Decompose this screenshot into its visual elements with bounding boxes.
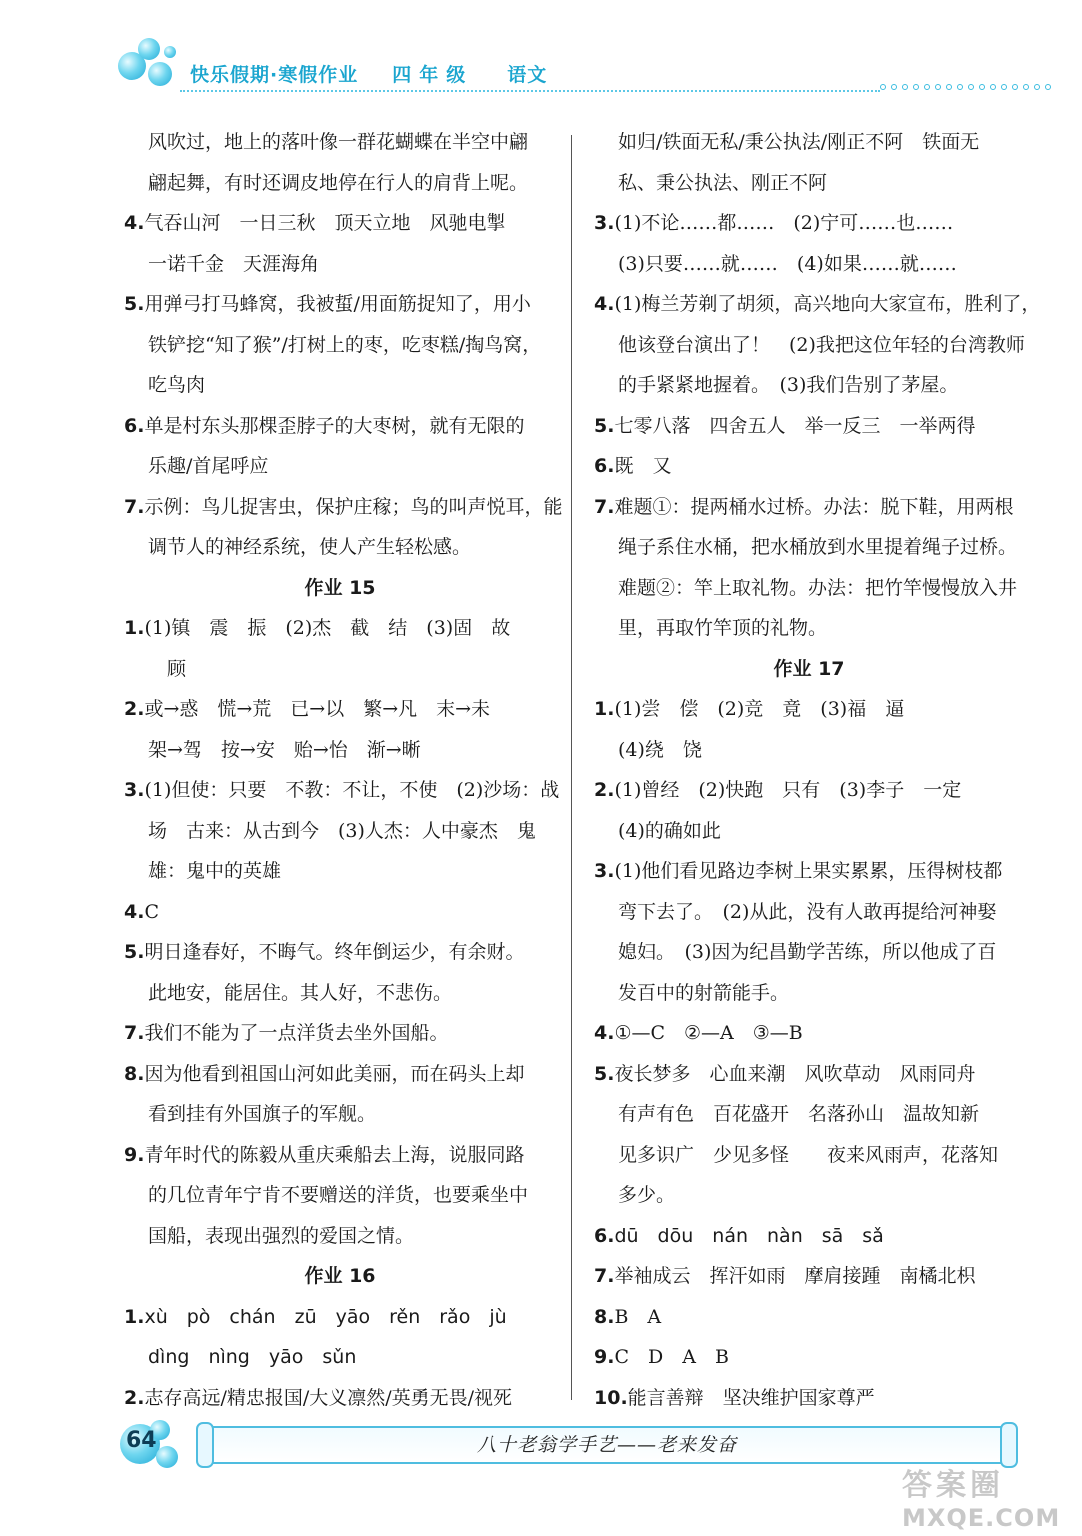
answer-text: 雄：鬼中的英雄 — [148, 860, 282, 882]
answer-text: 用弹弓打马蜂窝，我被蜇/用面筋捉知了，用小 — [144, 293, 531, 315]
answer-text: 多少。 — [618, 1184, 676, 1206]
answer-text: 或→惑 慌→荒 已→以 繁→凡 末→未 — [144, 698, 491, 720]
answer-text: 举袖成云 挥汗如雨 摩肩接踵 南橘北枳 — [614, 1265, 976, 1287]
answer-text: 国船，表现出强烈的爱国之情。 — [148, 1224, 415, 1247]
answer-text: (4)的确如此 — [618, 819, 721, 842]
answer-text: 里，再取竹竿顶的礼物。 — [618, 617, 828, 639]
footer-scroll-banner — [196, 1422, 1018, 1466]
answer-continuation — [124, 973, 556, 1014]
answer-text: 调节人的神经系统，使人产生轻松感。 — [148, 536, 472, 558]
item-number: 3. — [594, 860, 615, 882]
answer-text: 此地安，能居住。其人好，不悲伤。 — [148, 981, 453, 1004]
answer-text: ①—C ②—A ③—B — [614, 1022, 803, 1044]
item-number: 4. — [124, 212, 145, 234]
answer-text: 夜长梦多 心血来潮 风吹草动 风雨同舟 — [614, 1062, 976, 1085]
item-number: 5. — [124, 293, 145, 315]
watermark-site: MXQE.COM — [902, 1504, 1061, 1532]
answer-text: (1)梅兰芳剃了胡须，高兴地向大家宣布，胜利了， — [614, 293, 1041, 315]
answer-continuation — [124, 244, 556, 285]
answer-continuation — [124, 1175, 556, 1216]
answer-item — [124, 932, 556, 973]
answer-continuation — [124, 163, 556, 204]
item-number: 5. — [594, 1062, 615, 1085]
answer-continuation — [594, 568, 1024, 609]
header-dots — [880, 84, 1051, 90]
item-number: 9. — [124, 1143, 145, 1166]
answer-item — [594, 1297, 1024, 1338]
answer-item — [594, 1378, 1024, 1419]
header-grade: 四年级 — [392, 63, 474, 86]
answer-text: 翩起舞，有时还调皮地停在行人的肩背上呢。 — [148, 171, 529, 194]
answer-text: (1)但使：只要 不教：不让，不使 (2)沙场：战 — [144, 779, 560, 801]
answer-item — [594, 284, 1041, 325]
answer-text: 发百中的射箭能手。 — [618, 981, 790, 1004]
page-number-badge — [120, 1420, 200, 1470]
answer-item — [594, 406, 1024, 447]
item-number: 8. — [124, 1062, 145, 1085]
answer-text: 铁铲挖“知了猴”/打树上的枣，吃枣糕/掏鸟窝， — [148, 333, 542, 356]
answer-text: dū dōu nán nàn sā sǎ — [614, 1224, 884, 1247]
item-number: 7. — [124, 495, 145, 518]
header-dotted-rule — [180, 90, 880, 92]
header-subject: 语文 — [507, 63, 548, 86]
answer-continuation — [594, 1175, 1024, 1216]
answer-continuation — [124, 1337, 556, 1378]
answer-continuation — [124, 1094, 556, 1135]
answer-item — [594, 851, 1024, 892]
answer-continuation — [124, 446, 556, 487]
answer-item — [124, 1378, 556, 1419]
answer-text: 气吞山河 一日三秋 顶天立地 风驰电掣 — [144, 212, 506, 234]
answer-text: C D A B — [614, 1346, 729, 1368]
answer-text: C — [144, 900, 159, 923]
answer-text: 如归/铁面无私/秉公执法/刚正不阿 铁面无 — [618, 131, 980, 153]
section-heading — [594, 649, 1024, 690]
answer-item — [124, 1135, 556, 1176]
section-heading-text: 作业 17 — [773, 657, 845, 680]
answer-item — [124, 284, 556, 325]
answer-item — [124, 1054, 556, 1095]
answer-continuation — [124, 325, 556, 366]
answer-text: 架→驾 按→安 贻→怡 渐→晰 — [148, 738, 421, 761]
answer-text: 难题②：竿上取礼物。办法：把竹竿慢慢放入井 — [618, 576, 1018, 599]
answer-text: 风吹过，地上的落叶像一群花蝴蝶在半空中翩 — [148, 131, 529, 153]
answer-continuation — [594, 1135, 1024, 1176]
answer-text: (1)尝 偿 (2)竞 竟 (3)福 逼 — [614, 698, 905, 720]
answer-text: (1)镇 震 振 (2)杰 截 结 (3)固 故 — [144, 617, 511, 639]
answer-text: 场 古来：从古到今 (3)人杰：人中豪杰 鬼 — [148, 819, 536, 842]
item-number: 2. — [124, 698, 145, 720]
answer-item — [124, 406, 556, 447]
answer-item — [124, 892, 556, 933]
item-number: 5. — [594, 414, 615, 437]
answer-item — [594, 1054, 1024, 1095]
answer-item — [124, 1297, 556, 1338]
answer-text: 吃鸟肉 — [148, 374, 206, 396]
answer-text: 顾 — [148, 657, 187, 680]
item-number: 5. — [124, 941, 145, 963]
answer-text: (3)只要……就…… (4)如果……就…… — [618, 252, 957, 275]
answer-continuation — [594, 365, 1024, 406]
answer-continuation — [594, 244, 1024, 285]
page-header — [0, 0, 1082, 100]
answer-item — [594, 446, 1024, 487]
answer-continuation — [594, 973, 1024, 1014]
answer-text: 示例：鸟儿捉害虫，保护庄稼；鸟的叫声悦耳，能 — [144, 495, 563, 518]
answer-continuation — [594, 608, 1024, 649]
answer-item — [124, 1013, 556, 1054]
answer-item — [124, 203, 556, 244]
answer-text: (1)曾经 (2)快跑 只有 (3)李子 一定 — [614, 779, 962, 801]
answer-item — [124, 608, 556, 649]
item-number: 1. — [124, 617, 145, 639]
answer-continuation — [124, 527, 556, 568]
answer-text: 青年时代的陈毅从重庆乘船去上海，说服同路 — [144, 1143, 525, 1166]
answer-item — [594, 1337, 1024, 1378]
item-number: 10. — [594, 1386, 628, 1409]
answer-continuation — [594, 892, 1024, 933]
answer-continuation — [594, 527, 1024, 568]
answer-item — [594, 487, 1024, 528]
answer-text: 乐趣/首尾呼应 — [148, 455, 269, 477]
item-number: 6. — [594, 455, 615, 477]
answer-text: 能言善辩 坚决维护国家尊严 — [627, 1386, 875, 1409]
answer-continuation — [594, 122, 1024, 163]
answer-continuation — [594, 325, 1024, 366]
section-heading-text: 作业 15 — [304, 576, 376, 599]
item-number: 7. — [594, 495, 615, 518]
answer-text: 我们不能为了一点洋货去坐外国船。 — [144, 1022, 449, 1044]
item-number: 8. — [594, 1305, 615, 1328]
answer-text: 志存高远/精忠报国/大义凛然/英勇无畏/视死 — [144, 1386, 513, 1409]
item-number: 7. — [594, 1265, 615, 1287]
answer-continuation — [124, 1216, 556, 1257]
item-number: 1. — [594, 698, 615, 720]
answer-item — [124, 689, 556, 730]
answer-text: 的手紧紧地握着。 (3)我们告别了茅屋。 — [618, 374, 959, 396]
answer-continuation — [124, 649, 556, 690]
page-number: 64 — [126, 1428, 157, 1453]
answer-text: 明日逢春好，不晦气。终年倒运少，有余财。 — [144, 941, 525, 963]
right-column — [594, 122, 1041, 1418]
answer-text: 的几位青年宁肯不要赠送的洋货，也要乘坐中 — [148, 1184, 529, 1206]
item-number: 4. — [594, 293, 615, 315]
bubbles-logo-icon — [118, 38, 178, 88]
item-number: 6. — [124, 414, 145, 437]
answer-continuation — [594, 932, 1024, 973]
answer-text: 弯下去了。 (2)从此，没有人敢再提给河神娶 — [618, 900, 997, 923]
answer-text: 单是村东头那棵歪脖子的大枣树，就有无限的 — [144, 414, 525, 437]
answer-text: 有声有色 百花盛开 名落孙山 温故知新 — [618, 1103, 980, 1125]
header-series: 快乐假期·寒假作业 — [190, 63, 359, 86]
answer-continuation — [124, 365, 556, 406]
item-number: 2. — [594, 779, 615, 801]
item-number: 3. — [594, 212, 615, 234]
section-heading — [124, 568, 556, 609]
item-number: 7. — [124, 1022, 145, 1044]
answer-item — [594, 1256, 1024, 1297]
item-number: 3. — [124, 779, 145, 801]
answer-text: 媳妇。 (3)因为纪昌勤学苦练，所以他成了百 — [618, 941, 997, 963]
answer-item — [594, 1013, 1024, 1054]
answer-item — [594, 203, 1024, 244]
section-heading-text: 作业 16 — [304, 1265, 376, 1287]
item-number: 4. — [124, 900, 145, 923]
answer-text: 因为他看到祖国山河如此美丽，而在码头上却 — [144, 1062, 525, 1085]
answer-item — [124, 770, 560, 811]
answer-continuation — [124, 122, 556, 163]
answer-item — [594, 689, 1024, 730]
answer-text: 看到挂有外国旗子的军舰。 — [148, 1103, 377, 1125]
answer-text: dìng nìng yāo sǔn — [148, 1346, 357, 1368]
left-column — [124, 122, 563, 1418]
answer-text: 难题①：提两桶水过桥。办法：脱下鞋，用两根 — [614, 495, 1014, 518]
answer-text: 见多识广 少见多怪 夜来风雨声，花落知 — [618, 1143, 999, 1166]
answer-text: B A — [614, 1305, 662, 1328]
header-title — [190, 58, 581, 88]
footer-proverb: 八十老翁学手艺——老来发奋 — [476, 1434, 737, 1456]
answer-text: (4)绕 饶 — [618, 738, 702, 761]
answer-continuation — [594, 1094, 1024, 1135]
answer-text: 私、秉公执法、刚正不阿 — [618, 171, 828, 194]
answer-continuation — [124, 811, 556, 852]
section-heading — [124, 1256, 556, 1297]
answer-continuation — [124, 851, 556, 892]
column-divider — [571, 135, 572, 1400]
answer-text: 既 又 — [614, 455, 672, 477]
item-number: 1. — [124, 1305, 145, 1328]
watermark-title: 答案圈 — [902, 1468, 1004, 1503]
item-number: 9. — [594, 1346, 615, 1368]
answer-continuation — [594, 811, 1024, 852]
answer-item — [594, 1216, 1024, 1257]
item-number: 4. — [594, 1022, 615, 1044]
answer-continuation — [124, 730, 556, 771]
answer-continuation — [594, 730, 1024, 771]
answer-text: 七零八落 四舍五人 举一反三 一举两得 — [614, 414, 976, 437]
item-number: 2. — [124, 1386, 145, 1409]
answer-continuation — [594, 163, 1024, 204]
answer-item — [594, 770, 1024, 811]
answer-text: 绳子系住水桶，把水桶放到水里提着绳子过桥。 — [618, 536, 1018, 558]
answer-item — [124, 487, 563, 528]
watermark-logo — [902, 1460, 1072, 1532]
item-number: 6. — [594, 1224, 615, 1247]
answer-text: (1)他们看见路边李树上果实累累，压得树枝都 — [614, 860, 1003, 882]
answer-text: (1)不论……都…… (2)宁可……也…… — [614, 212, 954, 234]
answer-text: 一诺千金 天涯海角 — [148, 252, 320, 275]
answer-text: 他该登台演出了！ (2)我把这位年轻的台湾教师 — [618, 333, 1025, 356]
answer-text: xù pò chán zū yāo rěn rǎo jù — [144, 1305, 507, 1328]
